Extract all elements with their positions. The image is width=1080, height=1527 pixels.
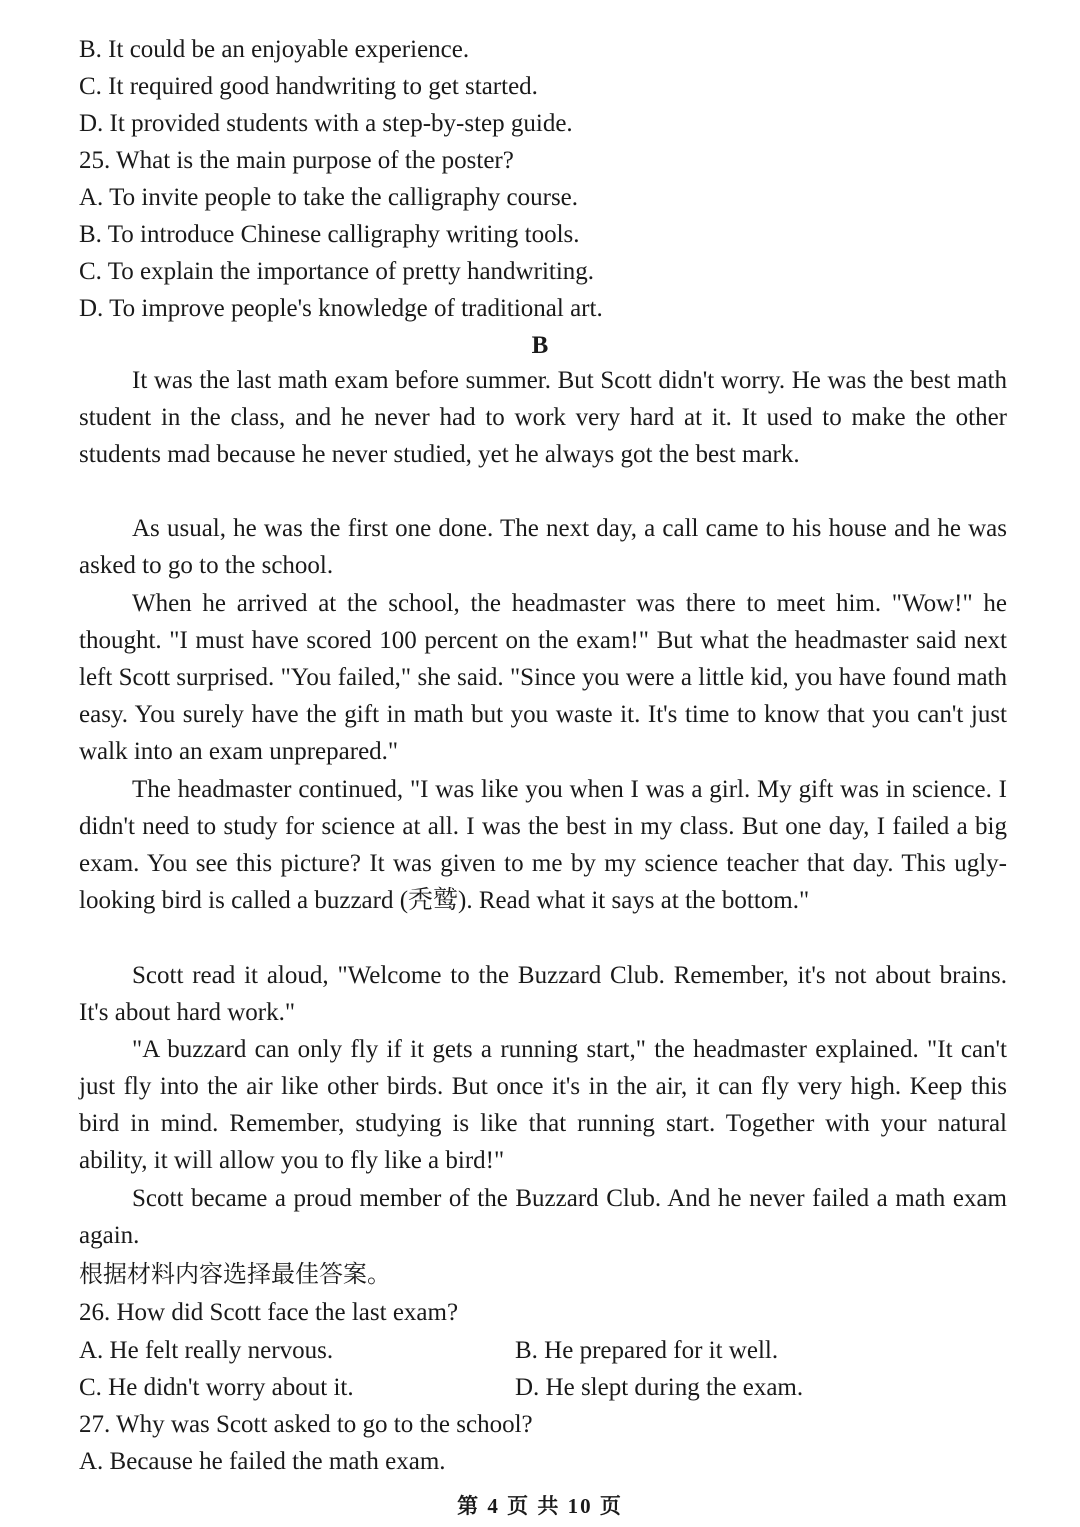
q25-question: 25. What is the main purpose of the poster? [79,147,514,174]
passage-paragraph-3: When he arrived at the school, the headmaster was there to meet him. "Wow!" he thought. "I must have scored 100 percent on the exam!" But what the headmaster said next left Scott surprised. "You failed," she said. "Since you were a little kid, you have found math easy. You surely have the gift in math but you waste it. It's time to know that you can't just walk into an exam unprepared." [79,590,1007,765]
passage-paragraph-7: Scott became a proud member of the Buzzard Club. And he never failed a math exam again. [79,1185,1007,1249]
section-heading: B [531,332,549,359]
q25-option-d: D. To improve people's knowledge of traditional art. [79,295,603,322]
passage-paragraph-2: As usual, he was the first one done. The next day, a call came to his house and he was asked to go to the school. [79,515,1007,579]
q25-option-c: C. To explain the importance of pretty handwriting. [79,258,595,285]
q24-option-d: D. It provided students with a step-by-step guide. [79,110,573,137]
passage-paragraph-4: The headmaster continued, "I was like you when I was a girl. My gift was in science. I didn't need to study for science at all. I was the best in my class. But one day, I failed a big exam. You see this picture? It was given to me by my science teacher that day. This ugly-looking bird is called a buzzard (秃鹫). Read what it says at the bottom." [79,776,1007,914]
page-footer: 第 4 页 共 10 页 [457,1494,623,1518]
instruction-text: 根据材料内容选择最佳答案。 [79,1260,391,1288]
passage-paragraph-6: "A buzzard can only fly if it gets a running start," the headmaster explained. "It can't just fly into the air like other birds. But once it's in the air, it can fly very high. Keep this bird in mind. Remember, studying is like that running start. Together with your natural ability, it will allow you to fly like a bird!" [79,1036,1007,1174]
q24-option-b: B. It could be an enjoyable experience. [79,36,470,63]
q25-option-b: B. To introduce Chinese calligraphy writing tools. [79,221,580,248]
passage-paragraph-5: Scott read it aloud, "Welcome to the Buzzard Club. Remember, it's not about brains. It's about hard work." [79,962,1007,1026]
q27-option-a: A. Because he failed the math exam. [79,1448,446,1475]
q26-question: 26. How did Scott face the last exam? [79,1299,459,1326]
q27-question: 27. Why was Scott asked to go to the school? [79,1411,533,1438]
q26-option-d: D. He slept during the exam. [515,1374,804,1401]
q25-option-a: A. To invite people to take the calligraphy course. [79,184,579,211]
passage-paragraph-1: It was the last math exam before summer. But Scott didn't worry. He was the best math student in the class, and he never had to work very hard at it. It used to make the other students mad because he never studied, yet he always got the best mark. [79,367,1007,468]
q26-option-b: B. He prepared for it well. [515,1337,779,1364]
q26-option-c: C. He didn't worry about it. [79,1374,354,1401]
q26-option-a: A. He felt really nervous. [79,1337,334,1364]
q24-option-c: C. It required good handwriting to get started. [79,73,538,100]
